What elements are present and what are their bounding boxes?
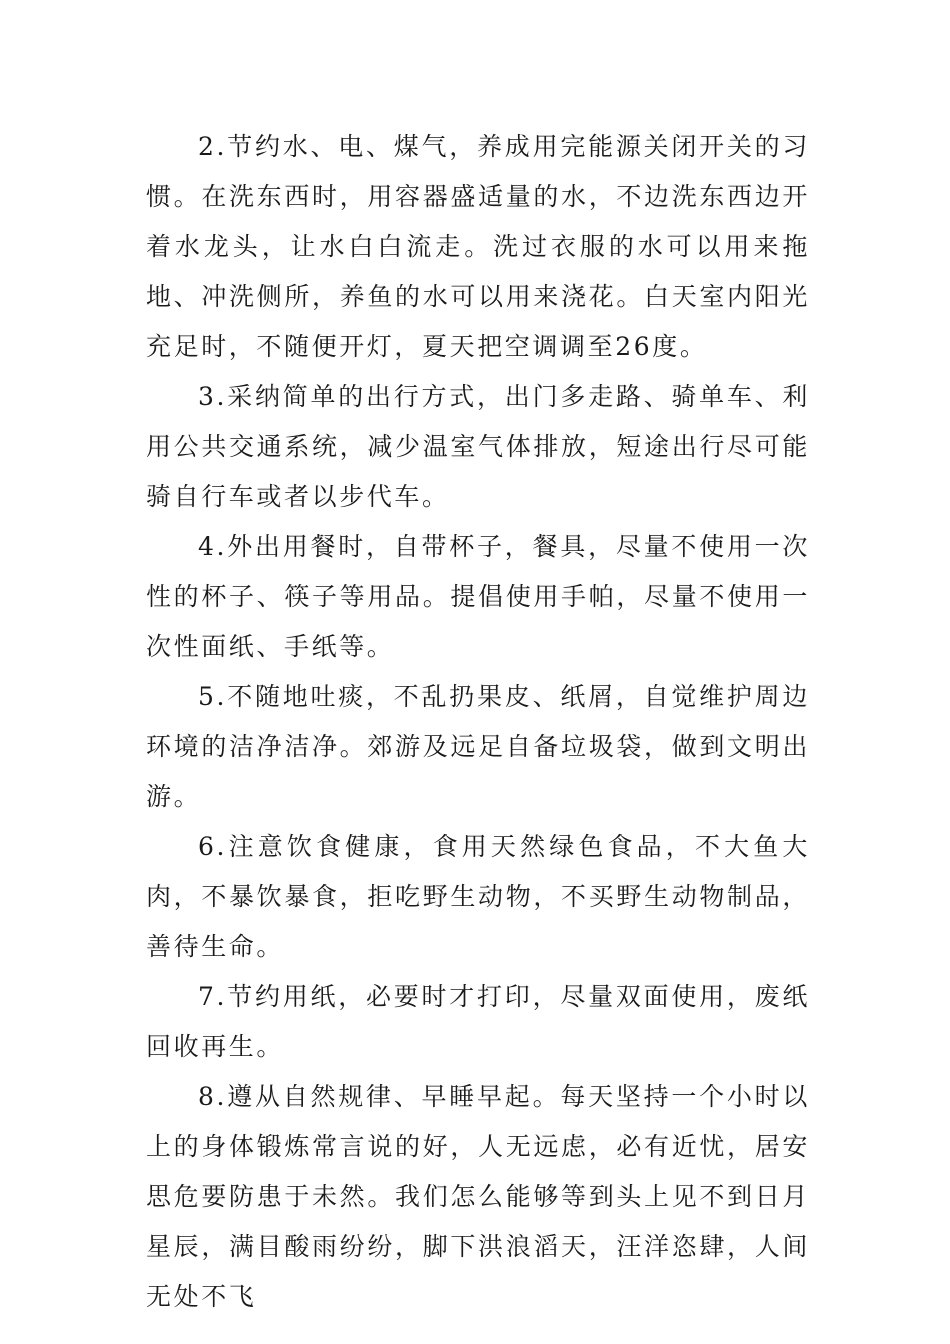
paragraph-item-4: 4.外出用餐时，自带杯子，餐具，尽量不使用一次性的杯子、筷子等用品。提倡使用手帕，尽量不使用一次性面纸、手纸等。	[146, 532, 810, 661]
document-body	[146, 122, 810, 1322]
paragraph-item-5: 5.不随地吐痰，不乱扔果皮、纸屑，自觉维护周边环境的洁净洁净。郊游及远足自备垃圾袋，做到文明出游。	[146, 682, 810, 811]
paragraph-item-7: 7.节约用纸，必要时才打印，尽量双面使用，废纸回收再生。	[146, 982, 810, 1061]
paragraph-item-2: 2.节约水、电、煤气，养成用完能源关闭开关的习惯。在洗东西时，用容器盛适量的水，不边洗东西边开着水龙头，让水白白流走。洗过衣服的水可以用来拖地、冲洗侧所，养鱼的水可以用来浇花。白天室内阳光充足时，不随便开灯，夏天把空调调至26度。	[146, 132, 810, 361]
paragraph-item-3: 3.采纳简单的出行方式，出门多走路、骑单车、利用公共交通系统，减少温室气体排放，短途出行尽可能骑自行车或者以步代车。	[146, 382, 810, 511]
paragraph-item-8: 8.遵从自然规律、早睡早起。每天坚持一个小时以上的身体锻炼常言说的好，人无远虑，必有近忧，居安思危要防患于未然。我们怎么能够等到头上见不到日月星辰，满目酸雨纷纷，脚下洪浪滔天，汪洋恣肆，人间无处不飞	[146, 1082, 810, 1311]
paragraph-item-6: 6.注意饮食健康，食用天然绿色食品，不大鱼大肉，不暴饮暴食，拒吃野生动物，不买野生动物制品，善待生命。	[146, 832, 810, 961]
